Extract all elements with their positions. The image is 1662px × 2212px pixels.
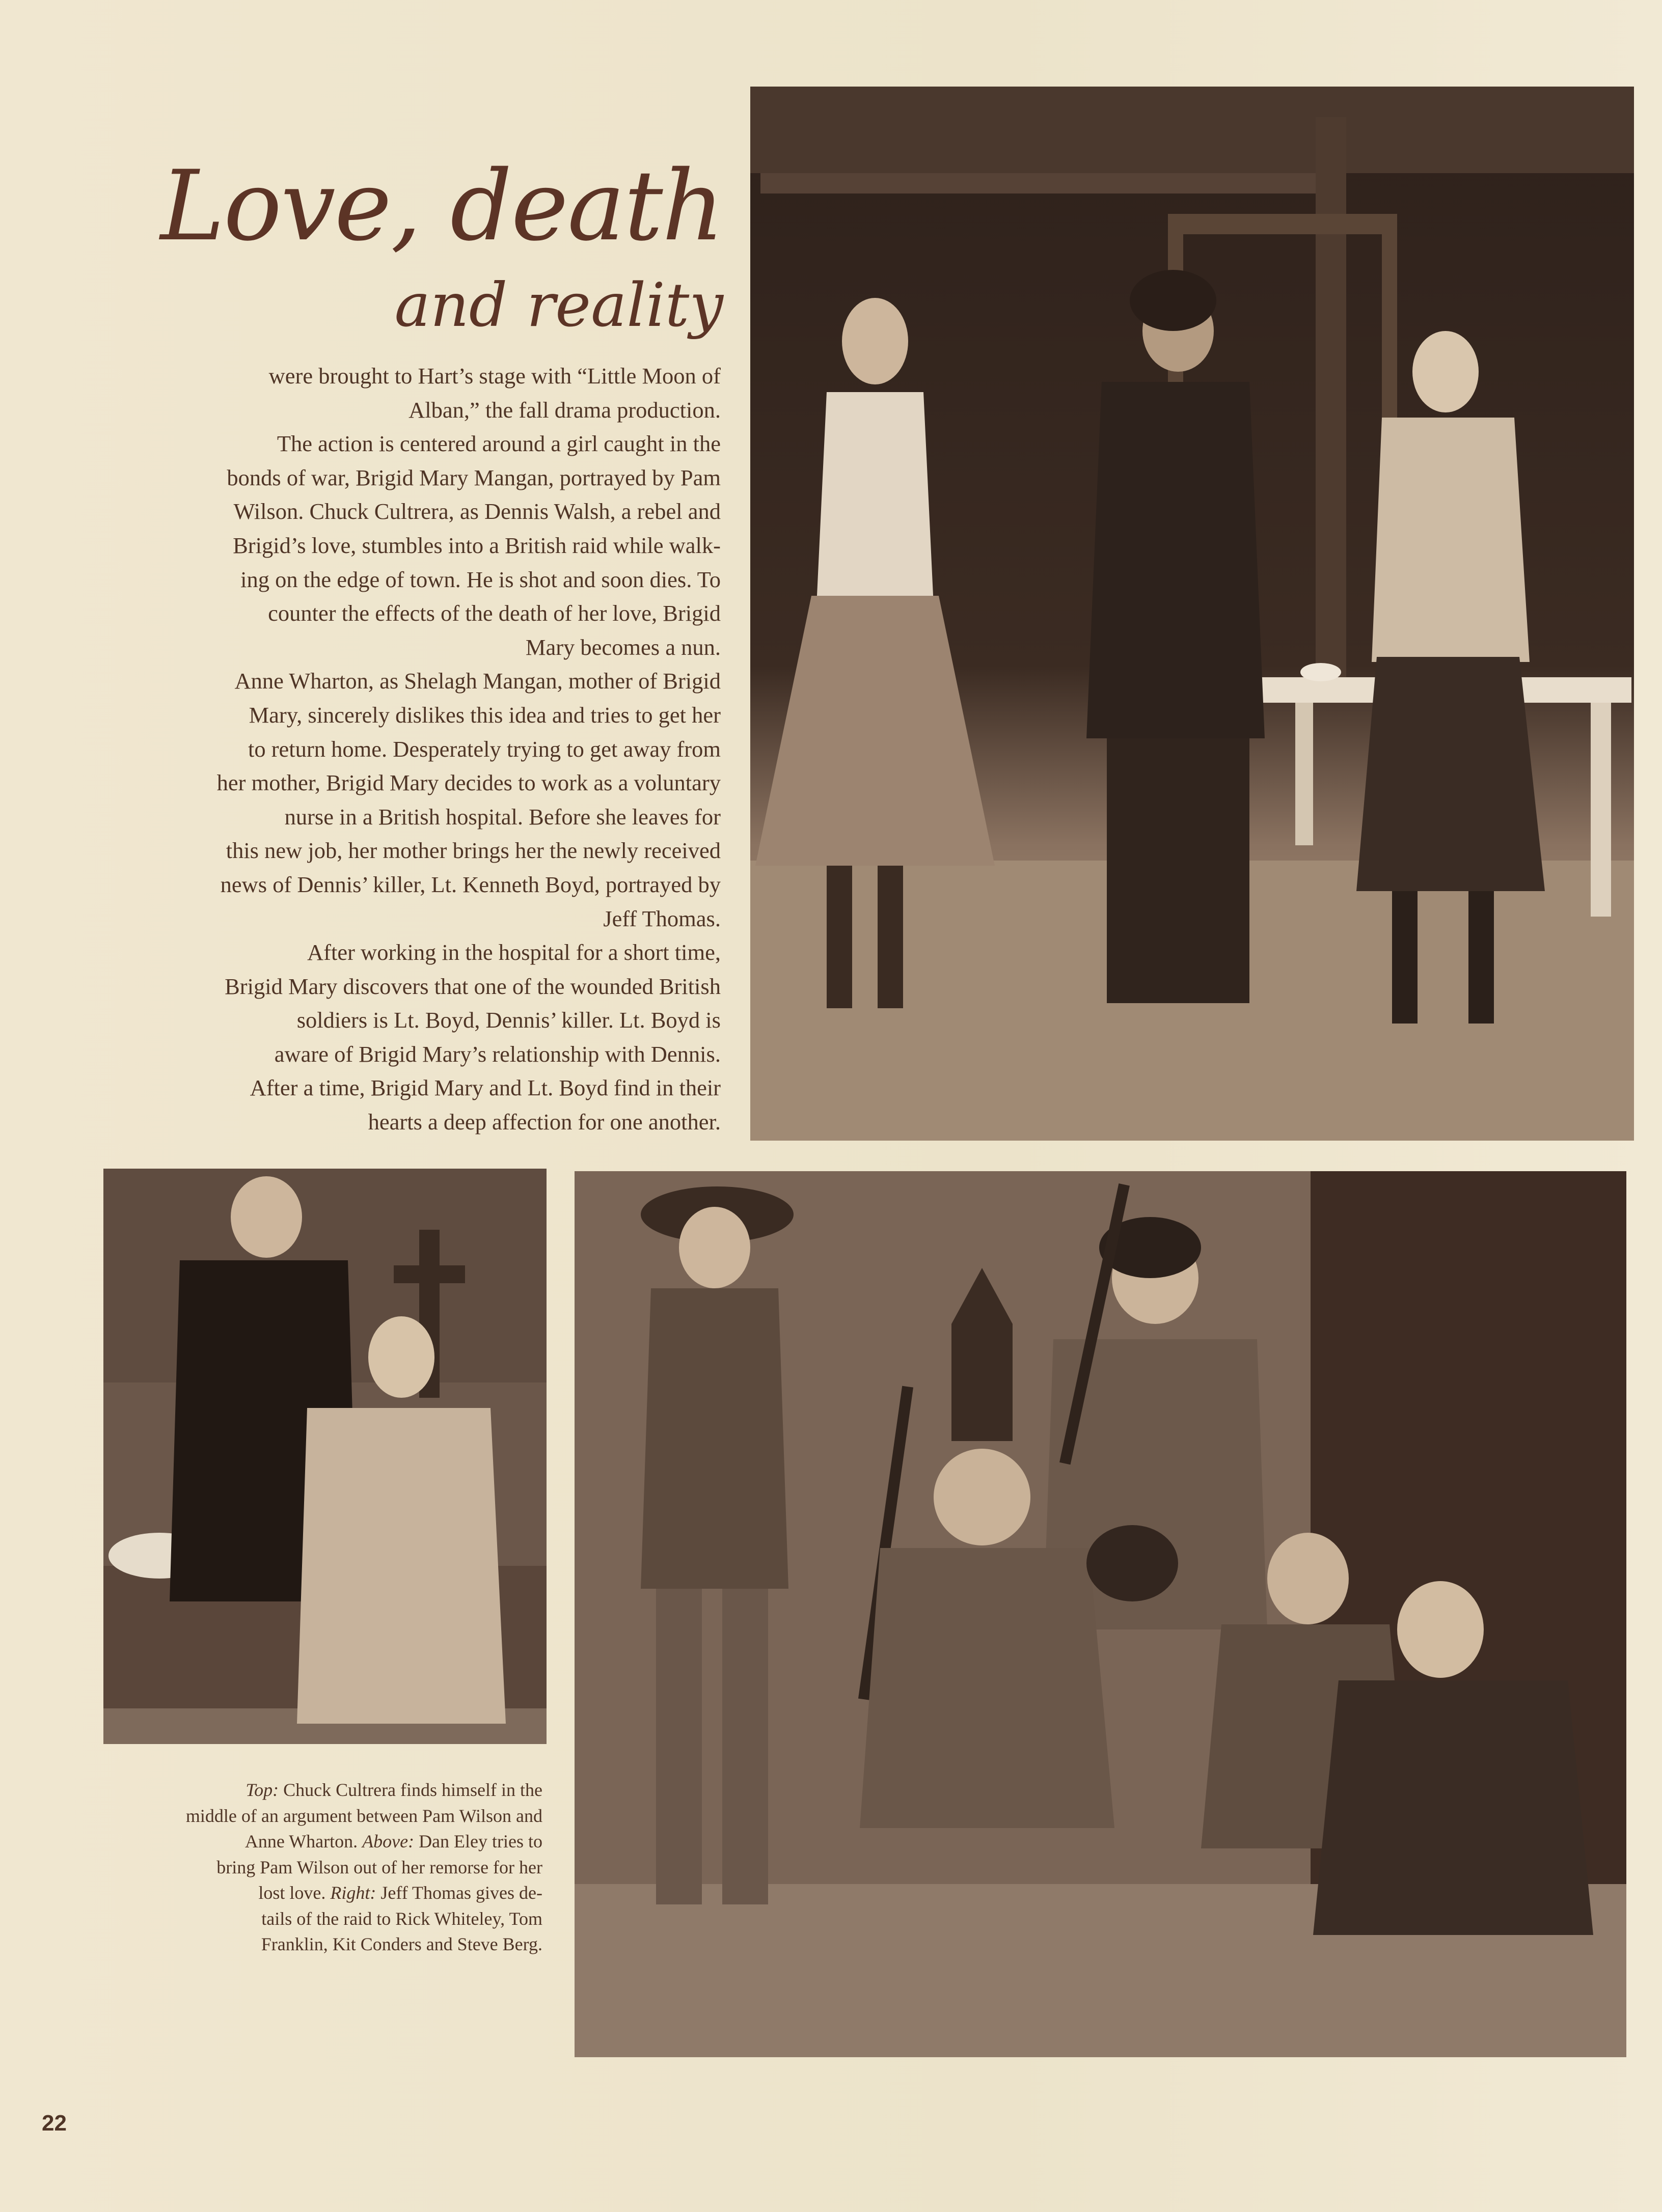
body-line: Anne Wharton, as Shelagh Mangan, mother of Brigid [234,668,721,694]
photo-stage-argument [750,87,1634,1141]
caption-line: bring Pam Wilson out of her remorse for her [216,1857,542,1877]
caption-label-right: Right: [330,1883,376,1903]
page-subtitle: and reality [394,270,723,340]
body-line: news of Dennis’ killer, Lt. Kenneth Boyd, portrayed by [220,871,721,897]
caption-label-above: Above: [362,1831,415,1851]
caption-line: Franklin, Kit Conders and Steve Berg. [261,1934,542,1954]
body-line: Mary, sincerely dislikes this idea and tries to get her [249,702,721,728]
body-line: The action is centered around a girl caught in the [277,431,721,457]
body-line: aware of Brigid Mary’s relationship with Dennis. [274,1041,721,1067]
page-title: Love, death [160,150,723,262]
article-body [112,359,721,1139]
body-line: Jeff Thomas. [603,905,721,931]
page-number: 22 [42,2111,67,2136]
body-line: Mary becomes a nun. [525,634,721,660]
body-line: ing on the edge of town. He is shot and soon dies. To [240,566,721,592]
body-line: After working in the hospital for a short time, [307,939,721,965]
photo-priest-and-nun [103,1169,547,1744]
caption-label-top: Top: [246,1780,279,1800]
body-line: were brought to Hart’s stage with “Little Moon of [268,363,721,389]
caption-line: tails of the raid to Rick Whiteley, Tom [261,1908,542,1929]
body-line: soldiers is Lt. Boyd, Dennis’ killer. Lt. Boyd is [296,1007,721,1033]
body-line: Alban,” the fall drama production. [408,397,721,423]
body-line: counter the effects of the death of her love, Brigid [268,600,721,626]
body-line: hearts a deep affection for one another. [368,1109,721,1135]
photo-caption [104,1777,542,1957]
body-line: Brigid Mary discovers that one of the wounded British [225,973,721,999]
caption-line: Anne Wharton. Above: Dan Eley tries to [244,1831,542,1851]
body-line: this new job, her mother brings her the newly received [226,838,721,864]
caption-line: lost love. Right: Jeff Thomas gives de- [258,1883,542,1903]
photo-soldiers-raid [575,1171,1626,2057]
body-line: Wilson. Chuck Cultrera, as Dennis Walsh, a rebel and [233,499,721,524]
caption-line: middle of an argument between Pam Wilson and [185,1805,542,1826]
body-line: to return home. Desperately trying to get away from [248,736,721,762]
body-line: nurse in a British hospital. Before she leaves for [284,804,721,830]
body-line: Brigid’s love, stumbles into a British raid while walk- [233,532,721,558]
body-line: bonds of war, Brigid Mary Mangan, portrayed by Pam [227,464,721,490]
body-line: her mother, Brigid Mary decides to work as a voluntary [216,770,721,796]
caption-line: Top: Chuck Cultrera finds himself in the [246,1780,542,1800]
body-line: After a time, Brigid Mary and Lt. Boyd find in their [250,1075,721,1101]
